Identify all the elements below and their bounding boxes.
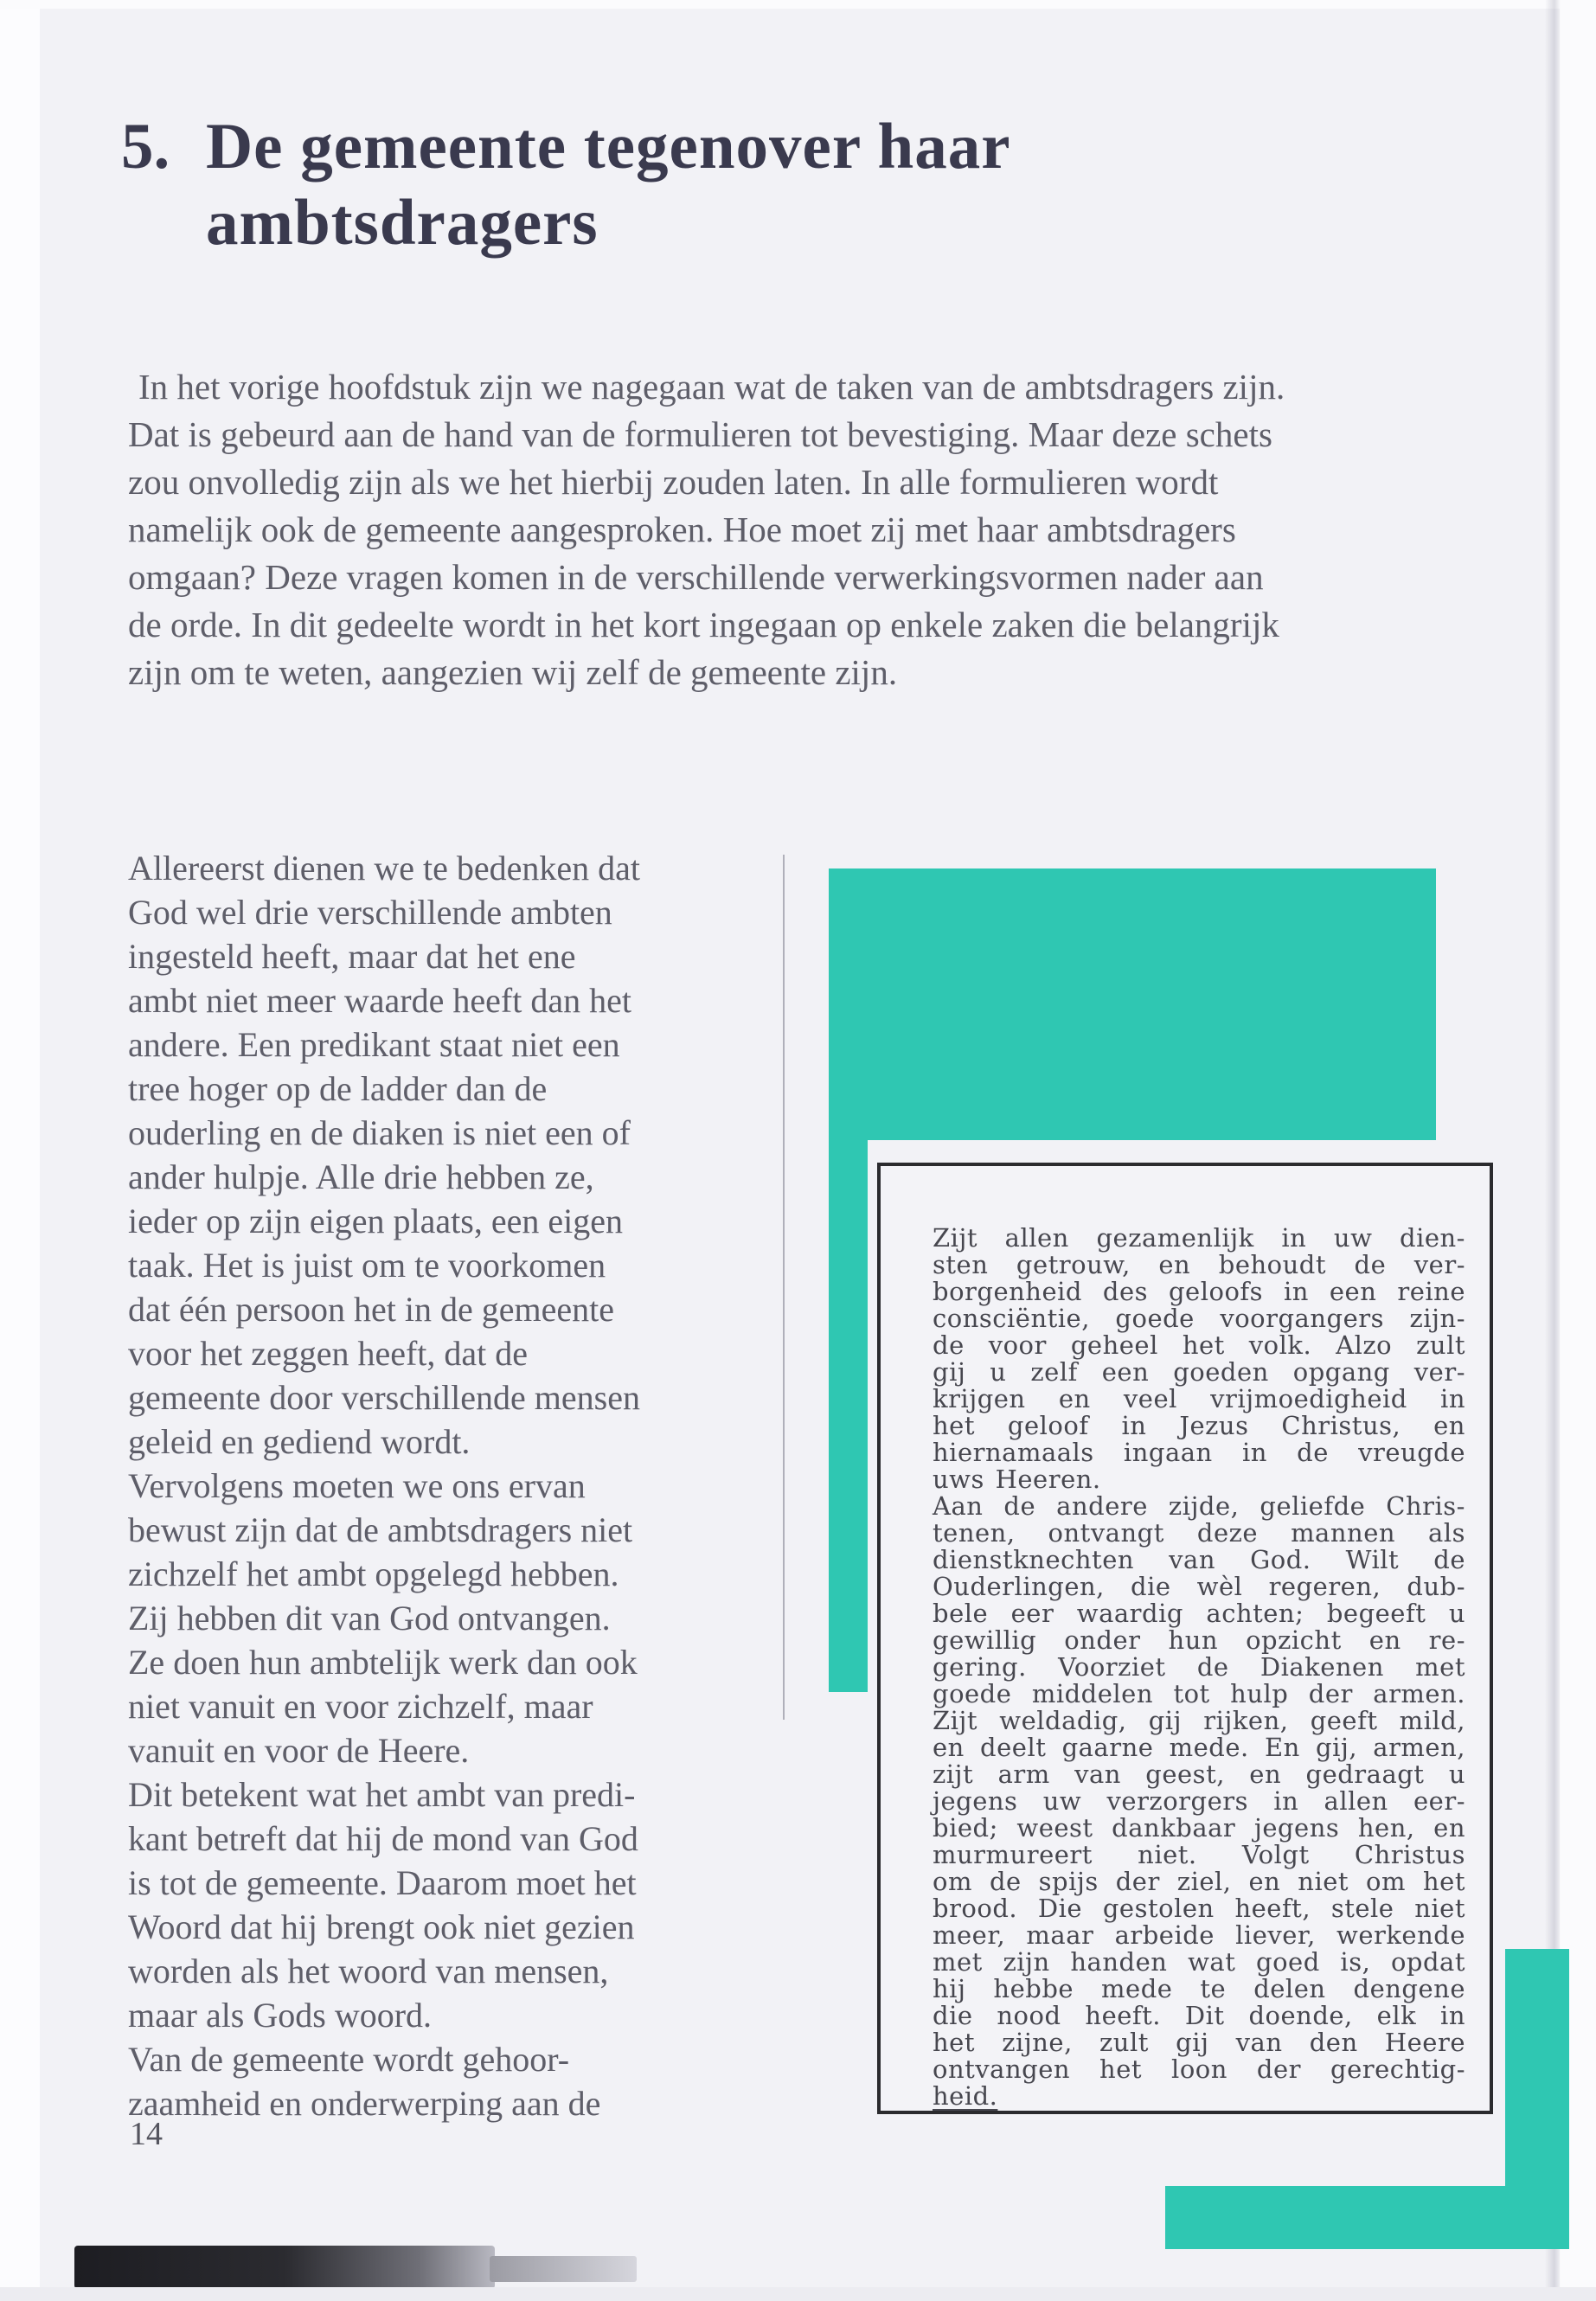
text-line: die nood heeft. Dit doende, elk in	[933, 2001, 1465, 2030]
column-divider-rule	[783, 855, 785, 1720]
text-line: murmureert niet. Volgt Christus	[933, 1840, 1465, 1869]
text-line: zaamheid en onderwerping aan de	[128, 2084, 601, 2123]
text-line: Ouderlingen, die wèl regeren, dub-	[933, 1572, 1465, 1601]
text-line: worden als het woord van mensen,	[128, 1952, 609, 1990]
text-line: zijn om te weten, aangezien wij zelf de gemeente zijn.	[128, 652, 898, 692]
text-line: dat één persoon het in de gemeente	[128, 1290, 614, 1329]
page-number: 14	[130, 2116, 163, 2152]
text-line: Allereerst dienen we te bedenken dat	[128, 849, 640, 888]
text-line: hiernamaals ingaan in de vreugde	[933, 1438, 1465, 1467]
text-line: vanuit en voor de Heere.	[128, 1731, 470, 1770]
text-line: Zijt allen gezamenlijk in uw dien-	[933, 1223, 1465, 1253]
text-line: dienstknechten van God. Wilt de	[933, 1545, 1465, 1574]
body-text-column	[128, 846, 772, 2125]
scan-edge-top	[0, 0, 1596, 9]
text-line: Zijt weldadig, gij rijken, geeft mild,	[933, 1706, 1465, 1735]
text-line: kant betreft dat hij de mond van God	[128, 1819, 638, 1858]
chapter-title-lines	[206, 109, 1011, 261]
text-line: taak. Het is juist om te voorkomen	[128, 1246, 606, 1285]
text-line: en deelt gaarne mede. En gij, armen,	[933, 1733, 1465, 1762]
text-line: ander hulpje. Alle drie hebben ze,	[128, 1157, 594, 1196]
text-line: Dat is gebeurd aan de hand van de formulieren tot bevestiging. Maar deze schets	[128, 414, 1272, 454]
text-line: gering. Voorziet de Diakenen met	[933, 1652, 1465, 1682]
text-line: Dit betekent wat het ambt van predi-	[128, 1775, 636, 1814]
intro-paragraph	[128, 363, 1538, 696]
text-line: gij u zelf een goeden opgang ver-	[933, 1357, 1465, 1387]
text-line: consciëntie, goede voorgangers zijn-	[933, 1304, 1465, 1333]
teal-accent-bar-bottom	[1165, 2186, 1569, 2249]
text-line: om de spijs der ziel, en niet om het	[933, 1867, 1465, 1896]
text-line: zou onvolledig zijn als we het hierbij zouden laten. In alle formulieren wordt	[128, 462, 1219, 502]
scan-edge-bottom	[0, 2287, 1596, 2301]
text-line: Woord dat hij brengt ook niet gezien	[128, 1907, 635, 1946]
quote-paragraph	[933, 1493, 1465, 2110]
text-line: ambt niet meer waarde heeft dan het	[128, 981, 631, 1020]
text-line: sten getrouw, en behoudt de ver-	[933, 1250, 1465, 1279]
text-line: namelijk ook de gemeente aangesproken. Hoe moet zij met haar ambtsdragers	[128, 510, 1236, 549]
text-line: tenen, ontvangt deze mannen als	[933, 1518, 1465, 1548]
text-line: met zijn handen wat goed is, opdat	[933, 1947, 1465, 1977]
text-line: meer, maar arbeide liever, werkende	[933, 1920, 1465, 1950]
chapter-title	[121, 109, 1011, 261]
text-line: heid.	[933, 2081, 998, 2111]
teal-accent-strip-left	[829, 868, 868, 1692]
text-line: Zij hebben dit van God ontvangen.	[128, 1599, 611, 1638]
text-line: andere. Een predikant staat niet een	[128, 1025, 620, 1064]
text-line: geleid en gediend wordt.	[128, 1422, 471, 1461]
text-line: de voor geheel het volk. Alzo zult	[933, 1330, 1465, 1360]
text-line: borgenheid des geloofs in een reine	[933, 1277, 1465, 1306]
text-line: bewust zijn dat de ambtsdragers niet	[128, 1510, 633, 1549]
text-line: zichzelf het ambt opgelegd hebben.	[128, 1554, 619, 1593]
text-line: ontvangen het loon der gerechtig-	[933, 2054, 1465, 2084]
text-line: In het vorige hoofdstuk zijn we nagegaan wat de taken van de ambtsdragers zijn.	[138, 367, 1285, 407]
text-line: omgaan? Deze vragen komen in de verschillende verwerkingsvormen nader aan	[128, 557, 1264, 597]
text-line: tree hoger op de ladder dan de	[128, 1069, 548, 1108]
text-line: bied; weest dankbaar jegens hen, en	[933, 1813, 1465, 1843]
text-line: de orde. In dit gedeelte wordt in het kort ingegaan op enkele zaken die belangrijk	[128, 605, 1279, 644]
text-line: maar als Gods woord.	[128, 1996, 433, 2035]
text-line: Ze doen hun ambtelijk werk dan ook	[128, 1643, 638, 1682]
text-line: bele eer waardig achten; begeeft u	[933, 1599, 1465, 1628]
text-line: brood. Die gestolen heeft, stele niet	[933, 1894, 1465, 1923]
scan-edge-left	[0, 0, 40, 2301]
chapter-number: 5.	[121, 111, 170, 183]
text-line: niet vanuit en voor zichzelf, maar	[128, 1687, 593, 1726]
text-line: het geloof in Jezus Christus, en	[933, 1411, 1465, 1440]
text-line: ingesteld heeft, maar dat het ene	[128, 937, 576, 976]
text-line: Aan de andere zijde, geliefde Chris-	[933, 1491, 1465, 1521]
teal-accent-band-top	[829, 868, 1436, 1140]
text-line: ouderling en de diaken is niet een of	[128, 1113, 631, 1152]
chapter-title-line: ambtsdragers	[206, 187, 599, 259]
text-line: is tot de gemeente. Daarom moet het	[128, 1863, 637, 1902]
text-line: God wel drie verschillende ambten	[128, 893, 612, 932]
scan-shadow-artifact	[74, 2246, 495, 2289]
text-line: Vervolgens moeten we ons ervan	[128, 1466, 586, 1505]
text-line: krijgen en veel vrijmoedigheid in	[933, 1384, 1465, 1413]
text-line: zijt arm van geest, en gedraagt u	[933, 1759, 1465, 1789]
text-line: ieder op zijn eigen plaats, een eigen	[128, 1202, 623, 1240]
text-line: voor het zeggen heeft, dat de	[128, 1334, 529, 1373]
text-line: gemeente door verschillende mensen	[128, 1378, 640, 1417]
text-line: uws Heeren.	[933, 1465, 1101, 1494]
text-line: goede middelen tot hulp der armen.	[933, 1679, 1465, 1708]
quote-paragraph	[933, 1225, 1465, 1493]
scan-shadow-artifact-light	[490, 2256, 637, 2282]
text-line: Van de gemeente wordt gehoor-	[128, 2040, 570, 2079]
chapter-title-line: De gemeente tegenover haar	[206, 111, 1011, 183]
text-line: jegens uw verzorgers in allen eer-	[933, 1786, 1465, 1816]
text-line: het zijne, zult gij van den Heere	[933, 2028, 1465, 2057]
quotation-box	[877, 1163, 1493, 2114]
text-line: hij hebbe mede te delen dengene	[933, 1974, 1465, 2003]
text-line: gewillig onder hun opzicht en re-	[933, 1625, 1465, 1655]
